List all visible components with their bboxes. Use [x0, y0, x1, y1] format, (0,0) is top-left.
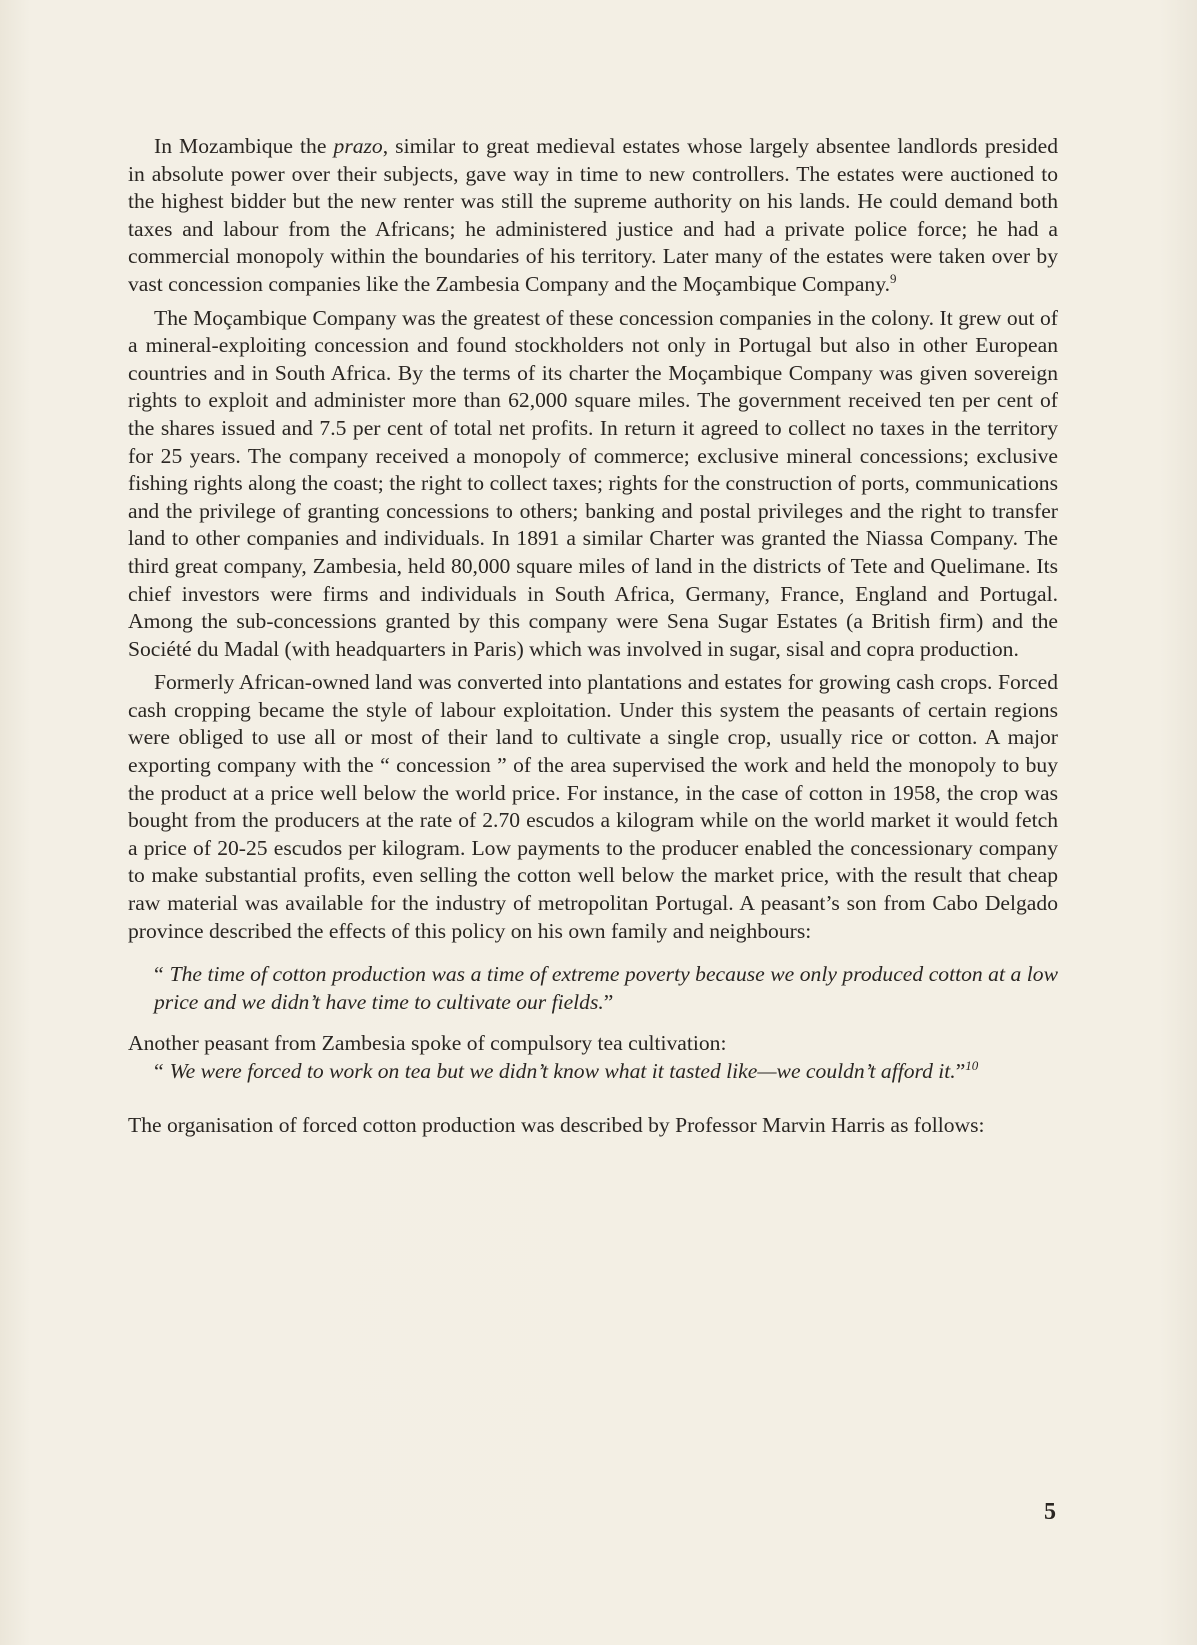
paragraph-text: , similar to great medieval estates whose largely absentee landlords presided in absolute power over their subjects, gave way in time to new controllers. The estates were auctioned to the highest bidder but the new renter was still the supreme authority on his lands. He could demand both taxes and labour from the Africans; he administered justice and had a private police force; he had a commercial monopoly within the boundaries of his territory. Later many of the estates were taken over by vast concession companies like the Zambesia Company and the Moçambique Company.	[128, 134, 1058, 296]
paragraph-mocambique-company: The Moçambique Company was the greatest of these concession companies in the colony. It grew out of a mineral-exploiting concession and found stockholders not only in Portugal but also in other European countries and in South Africa. By the terms of its charter the Moçambique Company was given sovereign rights to exploit and administer more than 62,000 square miles. The government received ten per cent of the shares issued and 7.5 per cent of total net profits. In return it agreed to collect no taxes in the territory for 25 years. The company received a monopoly of commerce; exclusive mineral concessions; exclusive fishing rights along the coast; the right to collect taxes; rights for the construction of ports, communications and the privilege of granting concessions to others; banking and postal privileges and the right to transfer land to other companies and individuals. In 1891 a similar Charter was granted the Niassa Company. The third great company, Zambesia, held 80,000 square miles of land in the districts of Tete and Quelimane. Its chief investors were firms and individuals in South Africa, Germany, France, England and Portugal. Among the sub-concessions granted by this company were Sena Sugar Estates (a British firm) and the Société du Madal (with headquarters in Paris) which was involved in sugar, sisal and copra production.	[128, 305, 1058, 661]
quote-mark: “	[154, 1059, 164, 1083]
quote-tea	[128, 1058, 1058, 1086]
footnote-ref: 9	[890, 270, 897, 286]
italic-term: prazo	[333, 134, 383, 158]
paragraph-harris: The organisation of forced cotton production was described by Professor Marvin Harris as follows:	[128, 1112, 985, 1137]
page-number: 5	[1044, 1499, 1056, 1525]
body-text	[128, 133, 1058, 1139]
quote-mark: ”	[603, 989, 614, 1014]
paragraph-prazo	[128, 133, 1058, 299]
paragraph-text: In Mozambique the	[154, 134, 334, 158]
paragraph-tea-intro: Another peasant from Zambesia spoke of compulsory tea cultivation:	[128, 1031, 727, 1056]
footnote-ref: 10	[965, 1057, 979, 1073]
quote-mark: ”	[955, 1059, 966, 1083]
paragraph-forced-cropping: Formerly African-owned land was converted into plantations and estates for growing cash crops. Forced cash cropping became the style of labour exploitation. Under this system the peasants of certain regions were obliged to use all or most of their land to cultivate a single crop, usually rice or cotton. A major exporting company with the “ concession ” of the area supervised the work and held the monopoly to buy the product at a price well below the world price. For instance, in the case of cotton in 1958, the crop was bought from the producers at the rate of 2.70 escudos a kilogram while on the world market it would fetch a price of 20-25 escudos per kilogram. Low payments to the producer enabled the concessionary company to make substantial profits, even selling the cotton well below the market price, with the result that cheap raw material was available for the industry of metropolitan Portugal. A peasant’s son from Cabo Delgado province described the effects of this policy on his own family and neighbours:	[128, 670, 1058, 943]
quote-text: We were forced to work on tea but we didn’t know what it tasted like—we couldn’t afford it.	[169, 1059, 956, 1083]
quote-text: The time of cotton production was a time of extreme poverty because we only produced cotton at a low price and we didn’t have time to cultivate our fields.	[154, 962, 1058, 1014]
quote-cotton	[128, 961, 1058, 1016]
quote-mark: “	[154, 962, 164, 987]
